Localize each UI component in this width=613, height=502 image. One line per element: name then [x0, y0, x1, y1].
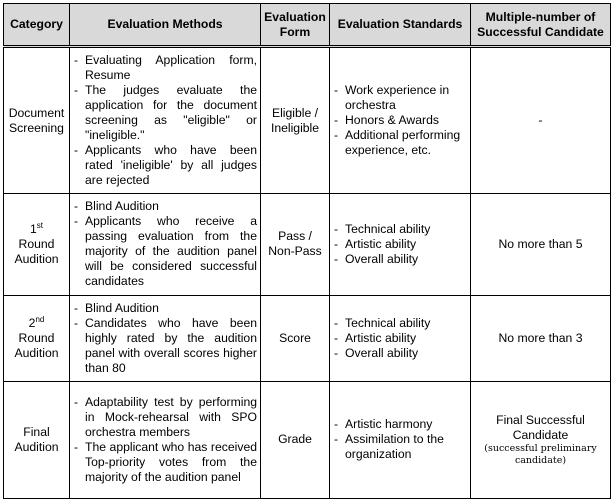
evaluation-table	[3, 3, 611, 499]
round-number: 1	[29, 221, 37, 236]
standards-cell	[330, 194, 471, 295]
standard-item: - Artistic harmony	[333, 417, 467, 432]
round-suffix: st	[36, 220, 43, 230]
category-cell: Document Screening	[4, 47, 70, 194]
methods-cell	[70, 295, 261, 381]
form-cell: Score	[261, 295, 330, 381]
standards-cell	[330, 381, 471, 498]
standards-cell	[330, 295, 471, 381]
form-cell: Grade	[261, 381, 330, 498]
standard-item: - Assimilation to the organization	[333, 432, 467, 462]
method-item: - Blind Audition	[73, 199, 257, 214]
standard-item: - Overall ability	[333, 252, 467, 267]
method-item: - Applicants who receive a passing evaluation from the majority of the audition panel will be considered successful candidates	[73, 214, 257, 289]
method-item: - The applicant who has received Top-priority votes from the majority of the audition panel	[73, 440, 257, 485]
header-methods: Evaluation Methods	[70, 4, 261, 47]
standard-item: - Technical ability	[333, 222, 467, 237]
round-label: Round Audition	[14, 236, 59, 266]
methods-cell	[70, 47, 261, 194]
final-candidate-note: (successful preliminary candidate)	[484, 442, 597, 466]
header-category: Category	[4, 4, 70, 47]
methods-cell	[70, 194, 261, 295]
method-item: - Applicants who have been rated 'ineligible' by all judges are rejected	[73, 143, 257, 188]
header-form: Evaluation Form	[261, 4, 330, 47]
standard-item: - Honors & Awards	[333, 113, 467, 128]
form-cell: Pass / Non-Pass	[261, 194, 330, 295]
method-item: - Blind Audition	[73, 301, 257, 316]
standards-cell	[330, 47, 471, 194]
method-item: - Adaptability test by performing in Mock-rehearsal with SPO orchestra members	[73, 395, 257, 440]
method-item: - Candidates who have been highly rated by the audition panel with overall scores higher than 80	[73, 316, 257, 376]
table-row	[4, 194, 611, 295]
category-cell	[4, 295, 70, 381]
multiple-cell: No more than 3	[471, 295, 611, 381]
method-item: - Evaluating Application form, Resume	[73, 53, 257, 83]
category-cell: Final Audition	[4, 381, 70, 498]
round-suffix: nd	[35, 314, 45, 324]
header-row	[4, 4, 611, 47]
final-candidate-label: Final Successful Candidate	[496, 412, 585, 442]
standard-item: - Additional performing experience, etc.	[333, 128, 467, 158]
form-cell: Eligible / Ineligible	[261, 47, 330, 194]
header-multiple: Multiple-number of Successful Candidate	[471, 4, 611, 47]
multiple-cell: No more than 5	[471, 194, 611, 295]
standard-item: - Overall ability	[333, 346, 467, 361]
table-row	[4, 295, 611, 381]
category-cell	[4, 194, 70, 295]
multiple-cell	[471, 381, 611, 498]
methods-cell	[70, 381, 261, 498]
standard-item: - Technical ability	[333, 316, 467, 331]
method-item: - The judges evaluate the application for the document screening as "eligible" or "ineligible."	[73, 83, 257, 143]
round-label: Round Audition	[14, 330, 59, 360]
table-row	[4, 47, 611, 194]
standard-item: - Artistic ability	[333, 237, 467, 252]
standard-item: - Artistic ability	[333, 331, 467, 346]
header-standards: Evaluation Standards	[330, 4, 471, 47]
table-row	[4, 381, 611, 498]
round-number: 2	[28, 315, 36, 330]
multiple-cell: -	[471, 47, 611, 194]
standard-item: - Work experience in orchestra	[333, 83, 467, 113]
